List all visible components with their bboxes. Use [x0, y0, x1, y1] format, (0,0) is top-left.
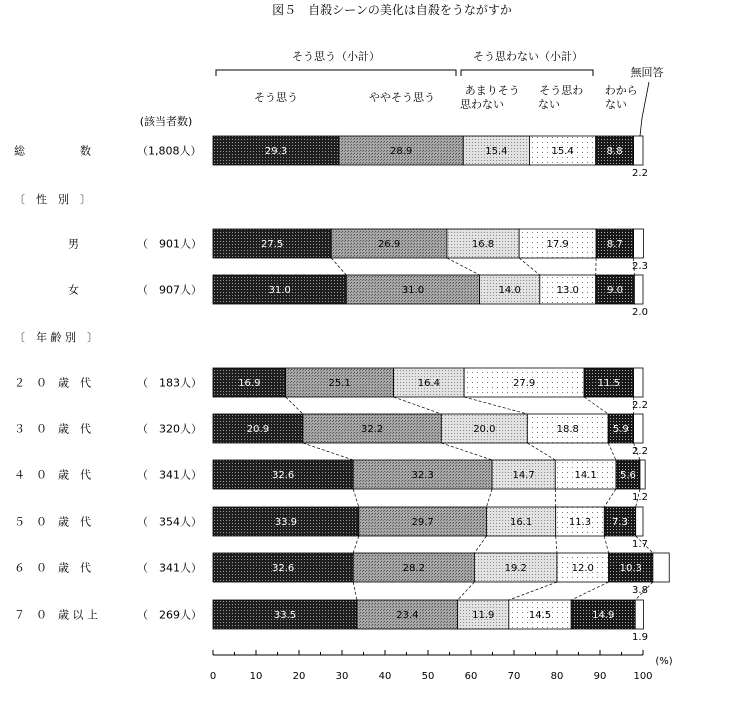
bar-segment-no-answer — [636, 507, 643, 536]
legend-not-really-agree-line2: 思わない — [460, 98, 504, 111]
respondent-count: （ 907人） — [137, 284, 202, 297]
connector-line — [447, 258, 480, 275]
connector-line — [441, 443, 492, 460]
legend-somewhat-agree: ややそう思う — [369, 91, 435, 104]
connector-line — [303, 443, 353, 460]
data-label-somewhat-agree: 28.2 — [403, 563, 425, 574]
no-answer-leader — [640, 82, 649, 136]
x-tick-label: 30 — [336, 671, 349, 682]
no-answer-value: 2.0 — [632, 307, 648, 318]
bar-segment-no-answer — [653, 553, 669, 582]
row-label: ３ ０ 歳 代 — [14, 422, 91, 436]
connector-line — [519, 258, 540, 275]
data-label-agree: 29.3 — [265, 146, 287, 157]
data-label-agree: 20.9 — [247, 424, 269, 435]
row-label: ６ ０ 歳 代 — [14, 561, 91, 575]
x-tick-label: 100 — [633, 671, 652, 682]
x-tick-label: 60 — [465, 671, 478, 682]
data-label-agree: 32.6 — [272, 563, 294, 574]
connector-line — [604, 489, 616, 507]
connector-line — [584, 397, 608, 414]
data-label-not-really-agree: 16.1 — [510, 517, 532, 528]
data-label-dont-know: 5.6 — [620, 470, 636, 481]
data-label-dont-know: 8.7 — [607, 239, 623, 250]
data-label-somewhat-agree: 25.1 — [329, 378, 351, 389]
row-label: ７ ０ 歳 以 上 — [14, 608, 98, 622]
row-label: ２ ０ 歳 代 — [14, 376, 91, 390]
x-tick-label: 0 — [210, 671, 216, 682]
no-answer-value: 1.7 — [632, 539, 648, 550]
data-label-disagree: 12.0 — [572, 563, 594, 574]
data-label-disagree: 18.8 — [557, 424, 579, 435]
no-answer-value: 3.8 — [632, 585, 648, 596]
no-answer-value: 1.9 — [632, 632, 648, 643]
data-label-disagree: 11.3 — [569, 517, 591, 528]
row-labels — [14, 144, 202, 622]
x-tick-label: 80 — [551, 671, 564, 682]
respondent-count: （ 341人） — [137, 562, 202, 575]
legend-agree: そう思う — [254, 91, 298, 104]
data-label-somewhat-agree: 26.9 — [378, 239, 400, 250]
no-answer-value: 2.2 — [632, 400, 648, 411]
legend-disagree-line1: そう思わ — [539, 84, 583, 97]
bar-segment-no-answer — [640, 460, 645, 489]
bar-segment-no-answer — [634, 229, 644, 258]
data-label-somewhat-agree: 28.9 — [390, 146, 412, 157]
data-label-agree: 33.5 — [274, 610, 296, 621]
x-tick-label: 90 — [594, 671, 607, 682]
agree-group-label: そう思う（小計） — [292, 49, 380, 63]
respondent-count: （ 183人） — [137, 377, 202, 390]
x-axis-unit: (%) — [655, 656, 672, 667]
data-label-not-really-agree: 15.4 — [485, 146, 507, 157]
chart-title: 図５ 自殺シーンの美化は自殺をうながすか — [272, 3, 512, 17]
data-label-disagree: 15.4 — [551, 146, 573, 157]
legend-no-answer: 無回答 — [631, 65, 664, 79]
data-label-somewhat-agree: 32.3 — [411, 470, 433, 481]
row-label: 総 数 — [14, 144, 91, 158]
disagree-group-brace — [461, 70, 593, 76]
data-label-not-really-agree: 14.7 — [513, 470, 535, 481]
data-label-dont-know: 14.9 — [592, 610, 614, 621]
connector-line — [458, 582, 475, 600]
bars — [213, 136, 669, 643]
data-label-not-really-agree: 19.2 — [505, 563, 527, 574]
data-label-not-really-agree: 20.0 — [473, 424, 495, 435]
agree-group-brace — [216, 70, 456, 76]
no-answer-value: 2.3 — [632, 261, 648, 272]
section-gender: 〔 性 別 〕 — [14, 192, 91, 206]
x-tick-label: 70 — [508, 671, 521, 682]
data-label-agree: 33.9 — [275, 517, 297, 528]
connector-line — [353, 536, 359, 553]
bar-segment-no-answer — [634, 275, 643, 304]
connector-line — [286, 397, 303, 414]
data-label-not-really-agree: 14.0 — [499, 285, 521, 296]
connector-line — [486, 489, 492, 507]
connector-line — [394, 397, 442, 414]
x-tick-label: 50 — [422, 671, 435, 682]
data-label-dont-know: 5.9 — [613, 424, 629, 435]
bar-segment-no-answer — [634, 414, 643, 443]
data-label-somewhat-agree: 31.0 — [402, 285, 424, 296]
respondent-count: （ 341人） — [137, 469, 202, 482]
no-answer-value: 2.2 — [632, 446, 648, 457]
legend-dont-know-line2: ない — [605, 98, 627, 111]
data-label-disagree: 14.1 — [574, 470, 596, 481]
legend-dont-know — [605, 84, 642, 111]
data-label-dont-know: 11.5 — [598, 378, 620, 389]
x-axis — [210, 650, 673, 682]
data-label-agree: 32.6 — [272, 470, 294, 481]
x-tick-label: 20 — [293, 671, 306, 682]
respondent-count: （1,808人） — [137, 145, 202, 158]
section-age: 〔 年 齢 別 〕 — [14, 330, 98, 344]
data-label-somewhat-agree: 32.2 — [361, 424, 383, 435]
data-label-dont-know: 10.3 — [620, 563, 642, 574]
data-label-disagree: 14.5 — [529, 610, 551, 621]
data-label-disagree: 13.0 — [557, 285, 579, 296]
row-label: 女 — [68, 283, 79, 297]
legend-dont-know-line1: わから — [605, 84, 638, 97]
row-label: ４ ０ 歳 代 — [14, 468, 91, 482]
data-label-not-really-agree: 16.8 — [472, 239, 494, 250]
respondent-count: （ 901人） — [137, 238, 202, 251]
no-answer-value: 1.2 — [632, 492, 648, 503]
x-tick-label: 10 — [250, 671, 263, 682]
x-tick-label: 40 — [379, 671, 392, 682]
data-label-dont-know: 9.0 — [607, 285, 623, 296]
no-answer-value: 2.2 — [632, 168, 648, 179]
legend-disagree-line2: ない — [538, 98, 560, 111]
legend-disagree — [538, 84, 587, 111]
connector-line — [556, 536, 557, 553]
data-label-not-really-agree: 16.4 — [418, 378, 440, 389]
respondent-count: （ 269人） — [137, 609, 202, 622]
data-label-agree: 31.0 — [269, 285, 291, 296]
connector-line — [474, 536, 486, 553]
data-label-agree: 27.5 — [261, 239, 283, 250]
data-label-agree: 16.9 — [238, 378, 260, 389]
connector-line — [464, 397, 527, 414]
data-label-disagree: 17.9 — [547, 239, 569, 250]
data-label-somewhat-agree: 23.4 — [396, 610, 418, 621]
bar-segment-no-answer — [634, 136, 643, 165]
connector-line — [353, 489, 359, 507]
row-label: ５ ０ 歳 代 — [14, 515, 91, 529]
bar-segment-no-answer — [634, 368, 643, 397]
connector-line — [571, 582, 608, 600]
data-label-somewhat-agree: 29.7 — [411, 517, 433, 528]
connector-line — [527, 443, 555, 460]
connector-line — [604, 536, 608, 553]
bar-segment-no-answer — [635, 600, 643, 629]
row-label: 男 — [68, 238, 79, 251]
legend-not-really-agree — [460, 84, 523, 111]
data-label-not-really-agree: 11.9 — [472, 610, 494, 621]
data-label-dont-know: 7.3 — [612, 517, 628, 528]
data-label-dont-know: 8.8 — [607, 146, 623, 157]
connector-line — [353, 582, 357, 600]
respondents-header: (該当者数) — [140, 114, 193, 128]
respondent-count: （ 320人） — [137, 423, 202, 436]
respondent-count: （ 354人） — [137, 516, 202, 529]
connector-line — [608, 443, 616, 460]
disagree-group-label: そう思わない（小計） — [473, 49, 583, 63]
connector-line — [509, 582, 557, 600]
legend-not-really-agree-line1: あまりそう — [465, 84, 520, 97]
connector-line — [331, 258, 346, 275]
data-label-disagree: 27.9 — [513, 378, 535, 389]
